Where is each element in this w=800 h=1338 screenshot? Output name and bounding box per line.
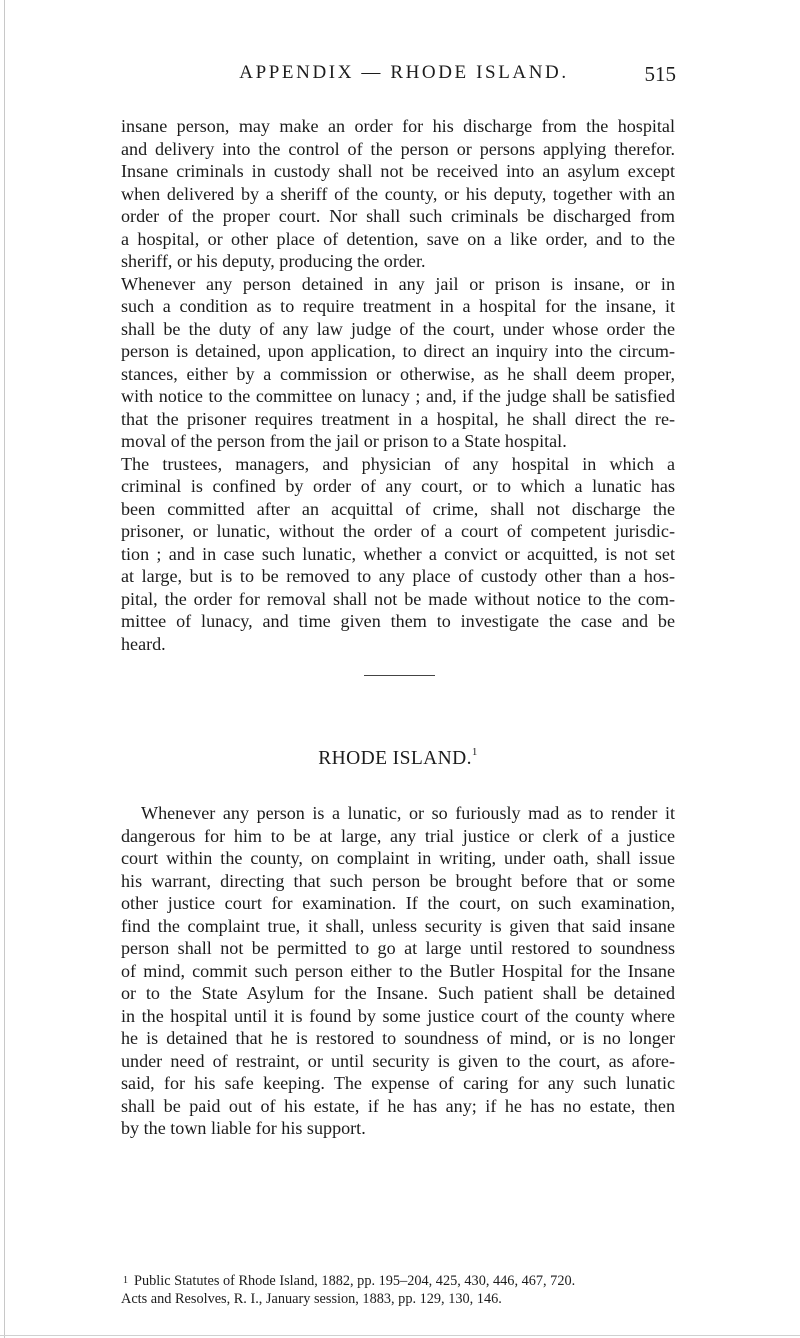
text-line: his warrant, directing that such person be brought before that or some <box>121 870 675 891</box>
text-line: dangerous for him to be at large, any trial justice or clerk of a justice <box>121 825 675 846</box>
page-bottom-edge <box>0 1335 800 1336</box>
text-line: at large, but is to be removed to any place of custody other than a hos- <box>121 566 675 586</box>
text-line: that the prisoner requires treatment in a hospital, he shall direct the re- <box>121 408 675 429</box>
text-line: tion ; and in case such lunatic, whether a convict or acquitted, is not set <box>121 543 675 564</box>
text-line: person shall not be permitted to go at large until restored to soundness <box>121 938 675 958</box>
text-line: when delivered by a sheriff of the county, or his deputy, together with an <box>121 183 675 204</box>
text-line: shall be paid out of his estate, if he has any; if he has no estate, then <box>121 1095 675 1116</box>
text-line: Insane criminals in custody shall not be received into an asylum except <box>121 161 675 181</box>
running-head: APPENDIX — RHODE ISLAND. <box>239 62 569 83</box>
footnote-text: Public Statutes of Rhode Island, 1882, pp. 195–204, 425, 430, 446, 467, 720. <box>134 1273 576 1289</box>
text-line: heard. <box>121 633 166 654</box>
text-line: said, for his safe keeping. The expense of caring for any such lunatic <box>121 1073 675 1093</box>
section-divider <box>364 675 435 676</box>
text-line: order of the proper court. Nor shall such criminals be discharged from <box>121 206 675 226</box>
text-line: he is detained that he is restored to soundness of mind, or is no longer <box>121 1028 675 1048</box>
text-line: by the town liable for his support. <box>121 1118 366 1138</box>
text-line: of mind, commit such person either to the Butler Hospital for the Insane <box>121 960 675 981</box>
text-line: in the hospital until it is found by some justice court of the county where <box>121 1005 675 1026</box>
massachusetts-continued-text <box>121 115 675 655</box>
text-line: stances, either by a commission or otherwise, as he shall deem proper, <box>121 363 675 384</box>
text-line: criminal is confined by order of any court, or to which a lunatic has <box>121 476 675 496</box>
footnote-line <box>121 1272 675 1290</box>
section-title-text: RHODE ISLAND. <box>318 748 472 769</box>
text-line: Whenever any person is a lunatic, or so furiously mad as to render it <box>141 803 675 823</box>
page-edge-shadow <box>4 0 5 1338</box>
text-line: court within the county, on complaint in writing, under oath, shall issue <box>121 848 675 868</box>
text-line: mittee of lunacy, and time given them to investigate the case and be <box>121 611 675 631</box>
footnote <box>121 1272 675 1308</box>
footnote-marker: 1 <box>123 1275 128 1286</box>
text-line: moval of the person from the jail or prison to a State hospital. <box>121 431 567 451</box>
text-line: Whenever any person detained in any jail or prison is insane, or in <box>121 273 675 294</box>
text-line: find the complaint true, it shall, unless security is given that said insane <box>121 915 675 936</box>
page-number: 515 <box>644 62 676 86</box>
section-title <box>121 748 675 770</box>
rhode-island-text <box>121 802 675 1140</box>
footnote-line: Acts and Resolves, R. I., January session, 1883, pp. 129, 130, 146. <box>121 1291 502 1307</box>
text-line: pital, the order for removal shall not be made without notice to the com- <box>121 588 675 609</box>
text-line: been committed after an acquittal of crime, shall not discharge the <box>121 498 675 519</box>
text-line: under need of restraint, or until security is given to the court, as afore- <box>121 1050 675 1071</box>
text-line: shall be the duty of any law judge of the court, under whose order the <box>121 318 675 339</box>
text-line: insane person, may make an order for his discharge from the hospital <box>121 116 675 136</box>
text-line: a hospital, or other place of detention, save on a like order, and to the <box>121 228 675 249</box>
footnote-reference: 1 <box>471 746 478 758</box>
text-line: prisoner, or lunatic, without the order of a court of competent jurisdic- <box>121 521 675 541</box>
page-header <box>122 62 676 90</box>
text-line: with notice to the committee on lunacy ; and, if the judge shall be satisfied <box>121 386 675 406</box>
text-line: other justice court for examination. If the court, on such examination, <box>121 893 675 913</box>
text-line: or to the State Asylum for the Insane. Such patient shall be detained <box>121 983 675 1003</box>
text-line: such a condition as to require treatment in a hospital for the insane, it <box>121 296 675 316</box>
text-line: person is detained, upon application, to direct an inquiry into the circum- <box>121 341 675 361</box>
text-line: and delivery into the control of the person or persons applying therefor. <box>121 138 675 159</box>
text-line: sheriff, or his deputy, producing the order. <box>121 251 426 271</box>
text-line: The trustees, managers, and physician of any hospital in which a <box>121 453 675 474</box>
